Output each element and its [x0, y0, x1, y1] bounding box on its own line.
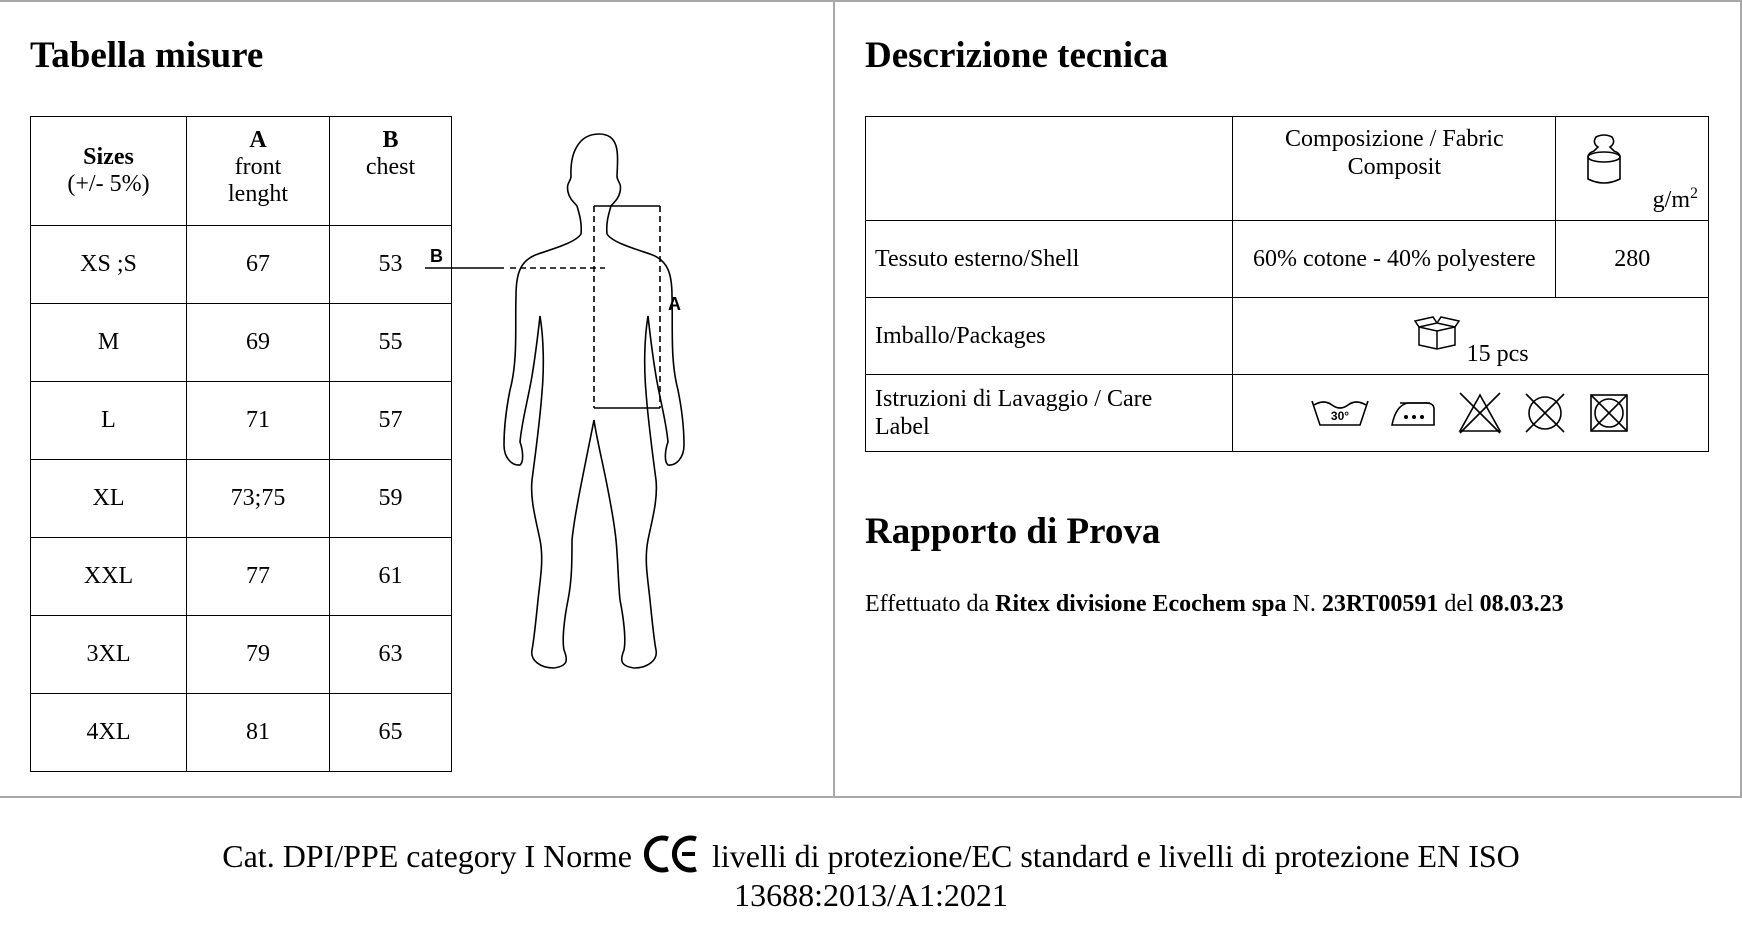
empty-header-cell: [866, 117, 1233, 221]
packages-label: Imballo/Packages: [866, 298, 1233, 375]
care-label-line1: Istruzioni di Lavaggio / Care: [875, 386, 1153, 412]
certification-line1: [0, 835, 1742, 876]
a-header: [187, 117, 330, 226]
report-title: Rapporto di Prova: [865, 511, 1161, 552]
sizes-header-note: (+/- 5%): [67, 171, 150, 197]
weight-unit-exponent: 2: [1690, 185, 1698, 202]
size-table-header: [31, 117, 452, 226]
ce-mark-icon: [644, 835, 700, 873]
a-cell: 77: [187, 538, 330, 616]
report-number-prefix: N.: [1286, 591, 1322, 617]
table-row: [31, 538, 452, 616]
composition-header-line1: Composizione / Fabric: [1285, 126, 1504, 152]
care-label-line2: Label: [875, 414, 930, 440]
table-row: [866, 375, 1709, 452]
certification-text: [0, 835, 1742, 915]
size-cell: 3XL: [31, 616, 187, 694]
weight-header: [1556, 117, 1709, 221]
b-cell: 65: [330, 694, 452, 772]
a-cell: 69: [187, 304, 330, 382]
table-row: [866, 298, 1709, 375]
b-cell: 61: [330, 538, 452, 616]
shell-composition: 60% cotone - 40% polyestere: [1233, 221, 1556, 298]
table-row: [31, 304, 452, 382]
report-lab: Ritex divisione Ecochem spa: [995, 591, 1287, 617]
weight-unit-base: g/m: [1652, 187, 1690, 213]
b-header: [330, 117, 452, 226]
top-border: [0, 0, 1742, 2]
b-cell: 63: [330, 616, 452, 694]
box-icon: [1413, 317, 1461, 351]
table-row: [31, 226, 452, 304]
table-row: [31, 694, 452, 772]
report-date-prefix: del: [1438, 591, 1480, 617]
certification-part1: Cat. DPI/PPE category I Norme: [222, 838, 632, 874]
figure-label-a: A: [668, 294, 681, 314]
a-cell: 79: [187, 616, 330, 694]
table-row: [31, 616, 452, 694]
a-cell: 73;75: [187, 460, 330, 538]
care-label: [866, 375, 1233, 452]
b-header-letter: B: [382, 127, 399, 153]
packages-value: 15 pcs: [1466, 340, 1529, 367]
shell-weight: 280: [1556, 221, 1709, 298]
sizes-header-label: Sizes: [83, 144, 134, 170]
wash-temp-label: 30°: [1330, 409, 1349, 423]
a-cell: 71: [187, 382, 330, 460]
size-cell: L: [31, 382, 187, 460]
b-cell: 59: [330, 460, 452, 538]
report-number: 23RT00591: [1321, 591, 1439, 617]
b-header-label: chest: [365, 154, 416, 180]
size-chart-title: Tabella misure: [30, 35, 264, 76]
a-cell: 81: [187, 694, 330, 772]
a-header-line2: lenght: [228, 181, 288, 207]
body-measurement-figure: [430, 120, 760, 730]
b-cell: 53: [330, 226, 452, 304]
b-cell: 57: [330, 382, 452, 460]
a-header-letter: A: [249, 127, 267, 153]
report-prefix: Effettuato da: [865, 591, 996, 617]
shell-label: Tessuto esterno/Shell: [866, 221, 1233, 298]
b-cell: 55: [330, 304, 452, 382]
size-table: [30, 116, 452, 772]
a-header-line1: front: [234, 154, 282, 180]
size-cell: XXL: [31, 538, 187, 616]
report-details: [865, 591, 1564, 618]
technical-table: [865, 116, 1709, 452]
size-cell: M: [31, 304, 187, 382]
technical-header-row: [866, 117, 1709, 221]
footer-divider: [0, 796, 1742, 798]
composition-header: [1233, 117, 1556, 221]
certification-part2: livelli di protezione/EC standard e livelli di protezione EN ISO: [711, 838, 1520, 874]
composition-header-line2: Composit: [1347, 154, 1442, 180]
weight-icon: [1580, 133, 1628, 191]
technical-title: Descrizione tecnica: [865, 35, 1169, 76]
table-row: [866, 221, 1709, 298]
no-bleach-icon: [1456, 391, 1504, 435]
no-tumble-dry-icon: [1586, 391, 1632, 435]
figure-label-b: B: [430, 246, 443, 266]
column-divider: [833, 0, 835, 797]
care-icons-cell: [1233, 375, 1709, 452]
weight-unit: [1653, 185, 1698, 214]
size-cell: XL: [31, 460, 187, 538]
certification-line2: 13688:2013/A1:2021: [734, 877, 1008, 913]
table-row: [31, 382, 452, 460]
table-row: [31, 460, 452, 538]
size-cell: 4XL: [31, 694, 187, 772]
sizes-header: [31, 117, 187, 226]
a-cell: 67: [187, 226, 330, 304]
report-date: 08.03.23: [1479, 591, 1564, 617]
size-cell: XS ;S: [31, 226, 187, 304]
wash-30-icon: [1310, 395, 1370, 431]
packages-cell: [1233, 298, 1709, 375]
iron-icon: [1388, 395, 1438, 431]
no-dry-clean-icon: [1522, 391, 1568, 435]
